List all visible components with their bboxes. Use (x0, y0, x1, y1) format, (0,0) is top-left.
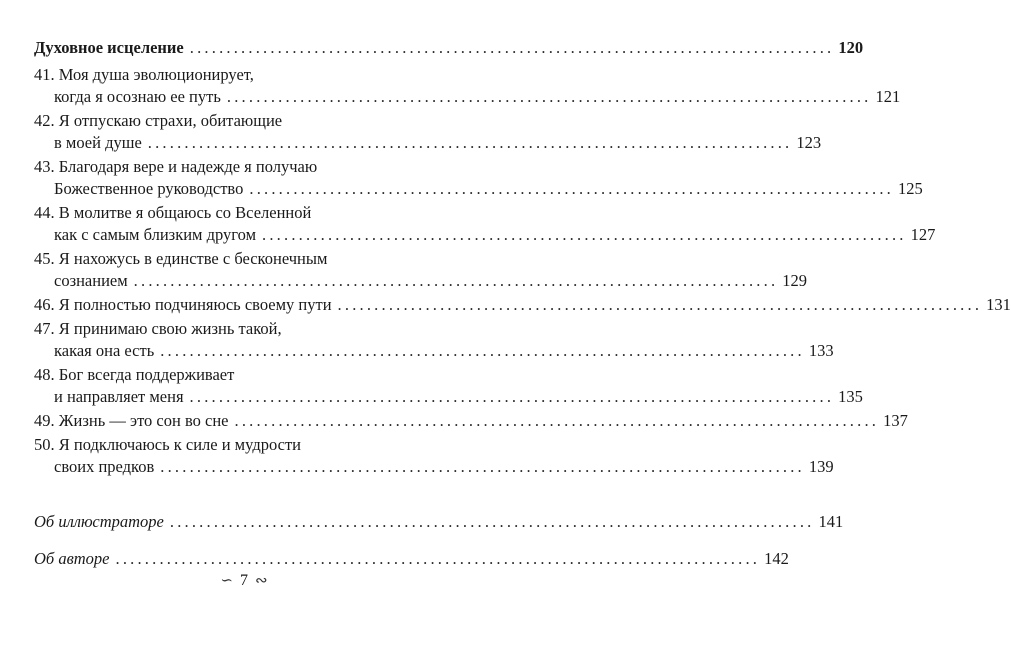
toc-entry-48-line1 (34, 364, 386, 386)
page-number: 139 (808, 457, 834, 476)
entry-number: 46. (34, 295, 55, 314)
page-number: 137 (883, 411, 908, 430)
toc-entry-44-line1 (34, 202, 386, 224)
toc-entry-illustrator (34, 511, 844, 533)
leader-dots: ........................................................................................ (160, 457, 805, 476)
leader-dots: ........................................................................................ (147, 133, 793, 152)
leader-dots: ........................................................................................ (249, 179, 894, 198)
folio-number: 7 (240, 572, 248, 589)
toc-entry-41-line2 (54, 86, 901, 108)
page-number: 121 (875, 87, 901, 106)
entry-title-cont: в моей душе (54, 133, 142, 152)
entry-title: Благодаря вере и надежде я получаю (58, 157, 318, 176)
toc-entry-author (34, 548, 789, 570)
leader-dots: ........................................................................................ (115, 549, 761, 568)
entry-number: 49. (34, 411, 55, 430)
toc-entry-43-line1 (34, 156, 386, 178)
page-number: 135 (838, 387, 863, 406)
entry-title-cont: как с самым близким другом (54, 225, 257, 244)
entry-number: 45. (34, 249, 55, 268)
page-number: 120 (838, 38, 864, 57)
page-number: 125 (897, 179, 923, 198)
leader-dots: ........................................................................................ (169, 512, 815, 531)
entry-title: Я подключаюсь к силе и мудрости (58, 435, 302, 454)
entry-title-cont: своих предков (54, 457, 155, 476)
entry-title: Я полностью подчиняюсь своему пути (58, 295, 332, 314)
page-folio (0, 570, 488, 592)
toc-entry-47-line2 (54, 340, 834, 362)
leader-dots: ........................................................................................ (133, 271, 779, 290)
toc-entry-45-line2 (54, 270, 808, 292)
toc-entry-42-line2 (54, 132, 822, 154)
page-number: 123 (796, 133, 822, 152)
entry-number: 50. (34, 435, 55, 454)
ornament-left-icon: ∽ (220, 573, 233, 590)
entry-title-cont: когда я осознаю ее путь (54, 87, 221, 106)
entry-title-cont: Божественное руководство (54, 179, 244, 198)
toc-entry-41-line1 (34, 64, 386, 86)
entry-number: 47. (34, 319, 55, 338)
leader-dots: ........................................................................................ (337, 295, 983, 314)
entry-title-cont: сознанием (54, 271, 128, 290)
page-number: 142 (764, 549, 789, 568)
leader-dots: ........................................................................................ (234, 411, 880, 430)
toc-entry-43-line2 (54, 178, 923, 200)
toc-entry-49 (34, 410, 908, 432)
table-of-contents (34, 0, 1011, 650)
toc-entry-50-line2 (54, 456, 834, 478)
page-number: 129 (782, 271, 808, 290)
toc-entry-46 (34, 294, 1011, 316)
leader-dots: ........................................................................................ (262, 225, 907, 244)
toc-entry-47-line1 (34, 318, 386, 340)
toc-section-heading (34, 37, 864, 59)
entry-number: 48. (34, 365, 55, 384)
leader-dots: ........................................................................................ (160, 341, 805, 360)
entry-title: Об иллюстраторе (34, 512, 164, 531)
toc-entry-44-line2 (54, 224, 936, 246)
entry-number: 43. (34, 157, 55, 176)
leader-dots: ........................................................................................ (226, 87, 872, 106)
page-number: 141 (818, 512, 844, 531)
section-title: Духовное исцеление (34, 38, 184, 57)
toc-entry-50-line1 (34, 434, 386, 456)
entry-title: Жизнь — это сон во сне (58, 411, 229, 430)
entry-title: Я нахожусь в единстве с бесконечным (58, 249, 328, 268)
page-number: 127 (910, 225, 936, 244)
toc-entry-45-line1 (34, 248, 386, 270)
toc-entry-42-line1 (34, 110, 386, 132)
entry-number: 44. (34, 203, 55, 222)
entry-title: Об авторе (34, 549, 110, 568)
entry-title-cont: какая она есть (54, 341, 155, 360)
entry-number: 42. (34, 111, 55, 130)
entry-title: Моя душа эволюционирует, (58, 65, 254, 84)
entry-title: Бог всегда поддерживает (58, 365, 235, 384)
entry-title: Я отпускаю страхи, обитающие (58, 111, 283, 130)
entry-number: 41. (34, 65, 55, 84)
ornament-right-icon: ∾ (255, 573, 268, 590)
page-number: 131 (986, 295, 1011, 314)
leader-dots: ........................................................................................ (189, 387, 835, 406)
toc-entry-48-line2 (54, 386, 863, 408)
entry-title: В молитве я общаюсь со Вселенной (58, 203, 312, 222)
page-number: 133 (808, 341, 834, 360)
leader-dots: ........................................................................................ (189, 38, 835, 57)
entry-title: Я принимаю свою жизнь такой, (58, 319, 282, 338)
entry-title-cont: и направляет меня (54, 387, 184, 406)
